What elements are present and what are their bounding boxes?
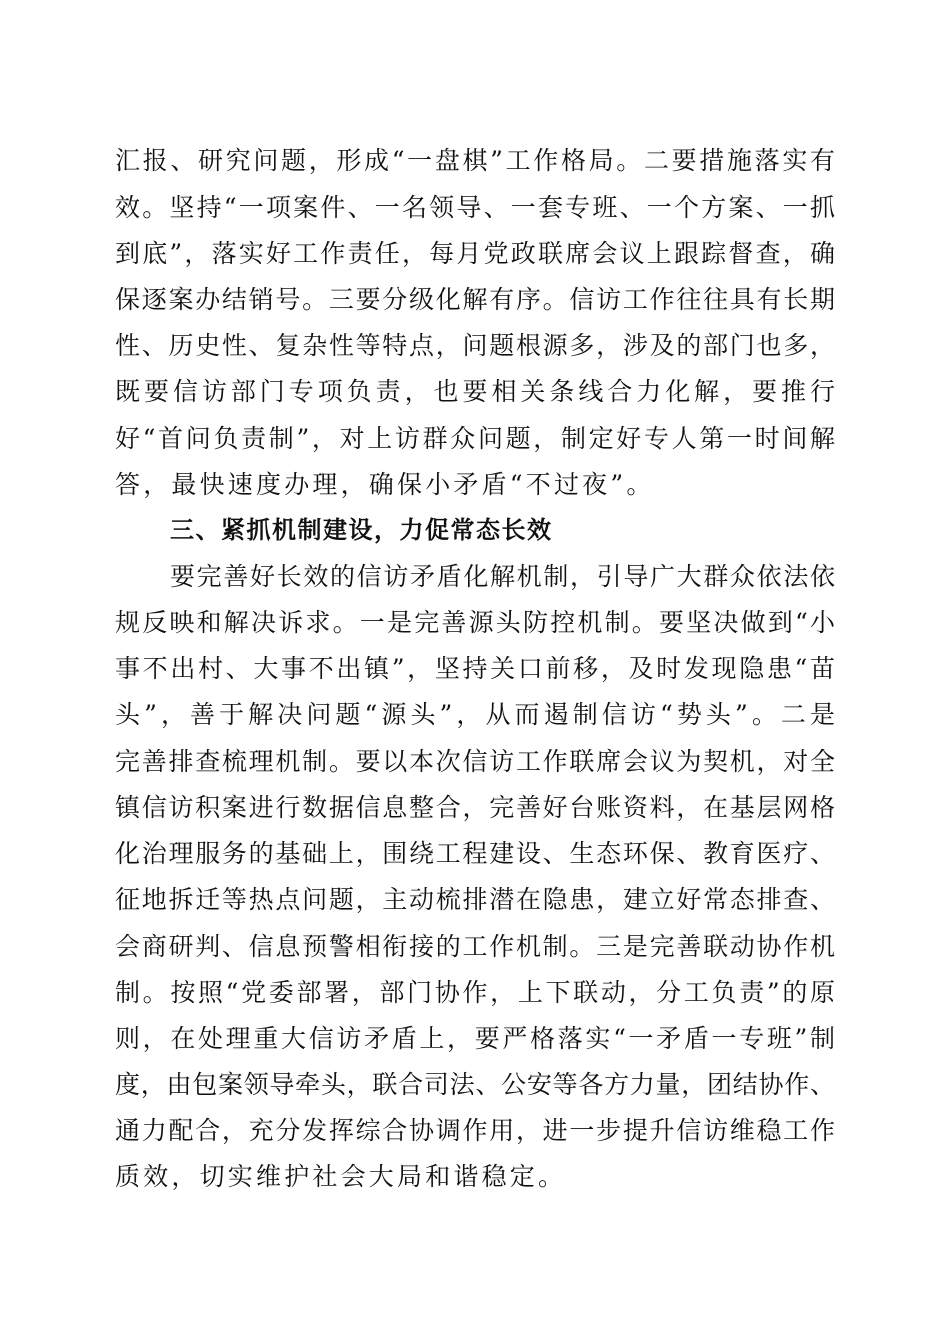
paragraph-line: 规反映和解决诉求。一是完善源头防控机制。要坚决做到“小: [115, 608, 835, 637]
paragraph-line: 镇信访积案进行数据信息整合，完善好台账资料，在基层网格: [115, 793, 835, 822]
paragraph-line: 保逐案办结销号。三要分级化解有序。信访工作往往具有长期: [115, 285, 835, 314]
paragraph-line: 质效，切实维护社会大局和谐稳定。: [115, 1162, 567, 1191]
paragraph-line: 头”，善于解决问题“源头”，从而遏制信访“势头”。二是: [115, 700, 835, 729]
paragraph-line: 事不出村、大事不出镇”，坚持关口前移，及时发现隐患“苗: [115, 654, 835, 683]
paragraph-line: 既要信访部门专项负责，也要相关条线合力化解，要推行: [115, 377, 835, 406]
paragraph-line: 答，最快速度办理，确保小矛盾“不过夜”。: [115, 470, 655, 499]
paragraph-line: 到底”，落实好工作责任，每月党政联席会议上跟踪督查，确: [115, 239, 835, 268]
paragraph-line: 则，在处理重大信访矛盾上，要严格落实“一矛盾一专班”制: [115, 1024, 835, 1053]
paragraph-line: 会商研判、信息预警相衔接的工作机制。三是完善联动协作机: [115, 932, 835, 961]
paragraph-line: 汇报、研究问题，形成“一盘棋”工作格局。二要措施落实有: [115, 146, 835, 175]
paragraph-line: 好“首问负责制”，对上访群众问题，制定好专人第一时间解: [115, 424, 835, 453]
paragraph-line: 化治理服务的基础上，围绕工程建设、生态环保、教育医疗、: [115, 839, 835, 868]
paragraph-line: 制。按照“党委部署，部门协作，上下联动，分工负责”的原: [115, 978, 835, 1007]
section-heading: 三、紧抓机制建设，力促常态长效: [170, 516, 553, 544]
paragraph-line: 完善排查梳理机制。要以本次信访工作联席会议为契机，对全: [115, 747, 835, 776]
paragraph-line: 效。坚持“一项案件、一名领导、一套专班、一个方案、一抓: [115, 193, 835, 222]
paragraph-line: 性、历史性、复杂性等特点，问题根源多，涉及的部门也多，: [115, 331, 835, 360]
paragraph-line: 通力配合，充分发挥综合协调作用，进一步提升信访维稳工作: [115, 1116, 835, 1145]
paragraph-line: 征地拆迁等热点问题，主动梳排潜在隐患，建立好常态排查、: [115, 885, 835, 914]
paragraph-line: 要完善好长效的信访矛盾化解机制，引导广大群众依法依: [170, 562, 835, 591]
paragraph-line: 度，由包案领导牵头，联合司法、公安等各方力量，团结协作、: [115, 1070, 835, 1099]
